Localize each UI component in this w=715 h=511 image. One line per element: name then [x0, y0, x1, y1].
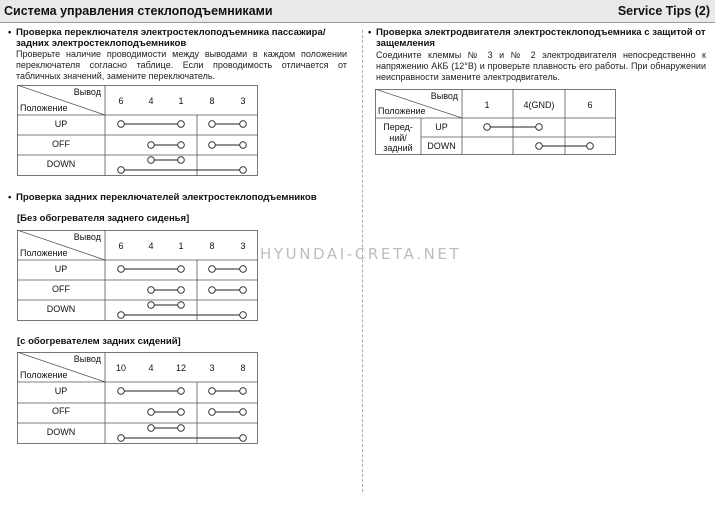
col-label: 1 [484, 100, 490, 110]
subheading-no-heater: [Без обогревателя заднего сиденья] [17, 213, 190, 224]
page-title: Система управления стеклоподъемниками [4, 4, 273, 18]
col-label: 8 [209, 241, 215, 251]
row-label: OFF [52, 284, 70, 294]
col-label: 4(GND) [523, 100, 555, 110]
page-header [0, 0, 715, 23]
col-label: 6 [118, 241, 124, 251]
table-header-cell: Вывод Положение [20, 354, 101, 380]
col-label: 6 [118, 96, 124, 106]
row-group-label: Перед- ний/ задний [383, 122, 413, 153]
col-label: 4 [148, 363, 154, 373]
section-motor-check-body: Соедините клеммы № 3 и № 2 электродвигателя непосредственно к напряжению АКБ (12°В) и проверьте плавность его работы. При обнаружении неисправности замените электродвигатель. [376, 50, 706, 82]
bullet: • [8, 192, 12, 203]
col-label: 10 [115, 363, 126, 373]
row-label: UP [435, 122, 448, 132]
section-switch-check-title: • Проверка переключателя электростеклоподъемника пассажира/задних электростеклоподъемников [8, 27, 326, 49]
subheading-with-heater: [с обогревателем задних сидений] [17, 336, 181, 347]
bullet: • [8, 27, 12, 38]
col-label: 4 [148, 241, 154, 251]
bullet: • [368, 27, 372, 38]
watermark: HYUNDAI-CRETA.NET [260, 245, 462, 263]
table-header-cell: Вывод Положение [20, 87, 101, 113]
table-header-cell: Вывод Положение [378, 91, 458, 116]
row-label: DOWN [46, 159, 76, 169]
col-label: 3 [209, 363, 215, 373]
row-label: UP [54, 119, 68, 129]
row-label: UP [54, 386, 68, 396]
row-label: DOWN [46, 427, 76, 437]
section-switch-check-body: Проверьте наличие проводимости между выводами в каждом положении переключателя согласно таблице. Если проводимость отличается от табличных значений, замените переключатель. [16, 49, 347, 81]
col-label: 12 [175, 363, 186, 373]
col-label: 8 [209, 96, 215, 106]
table-header-cell: Вывод Положение [20, 232, 101, 258]
service-tips-label: Service Tips (2) [617, 4, 710, 18]
section-rear-switch-title: • Проверка задних переключателей электростеклоподъемников [8, 192, 317, 203]
col-label: 8 [240, 363, 246, 373]
section-motor-check-title: • Проверка электродвигателя электростеклоподъемника с защитой от защемления [368, 27, 706, 49]
col-label: 3 [240, 96, 246, 106]
col-label: 6 [587, 100, 593, 110]
row-label: DOWN [427, 141, 456, 151]
row-label: DOWN [46, 304, 76, 314]
row-label: UP [54, 264, 68, 274]
col-label: 1 [178, 241, 184, 251]
col-label: 3 [240, 241, 246, 251]
col-label: 1 [178, 96, 184, 106]
row-label: OFF [52, 406, 70, 416]
row-label: OFF [52, 139, 70, 149]
col-label: 4 [148, 96, 154, 106]
